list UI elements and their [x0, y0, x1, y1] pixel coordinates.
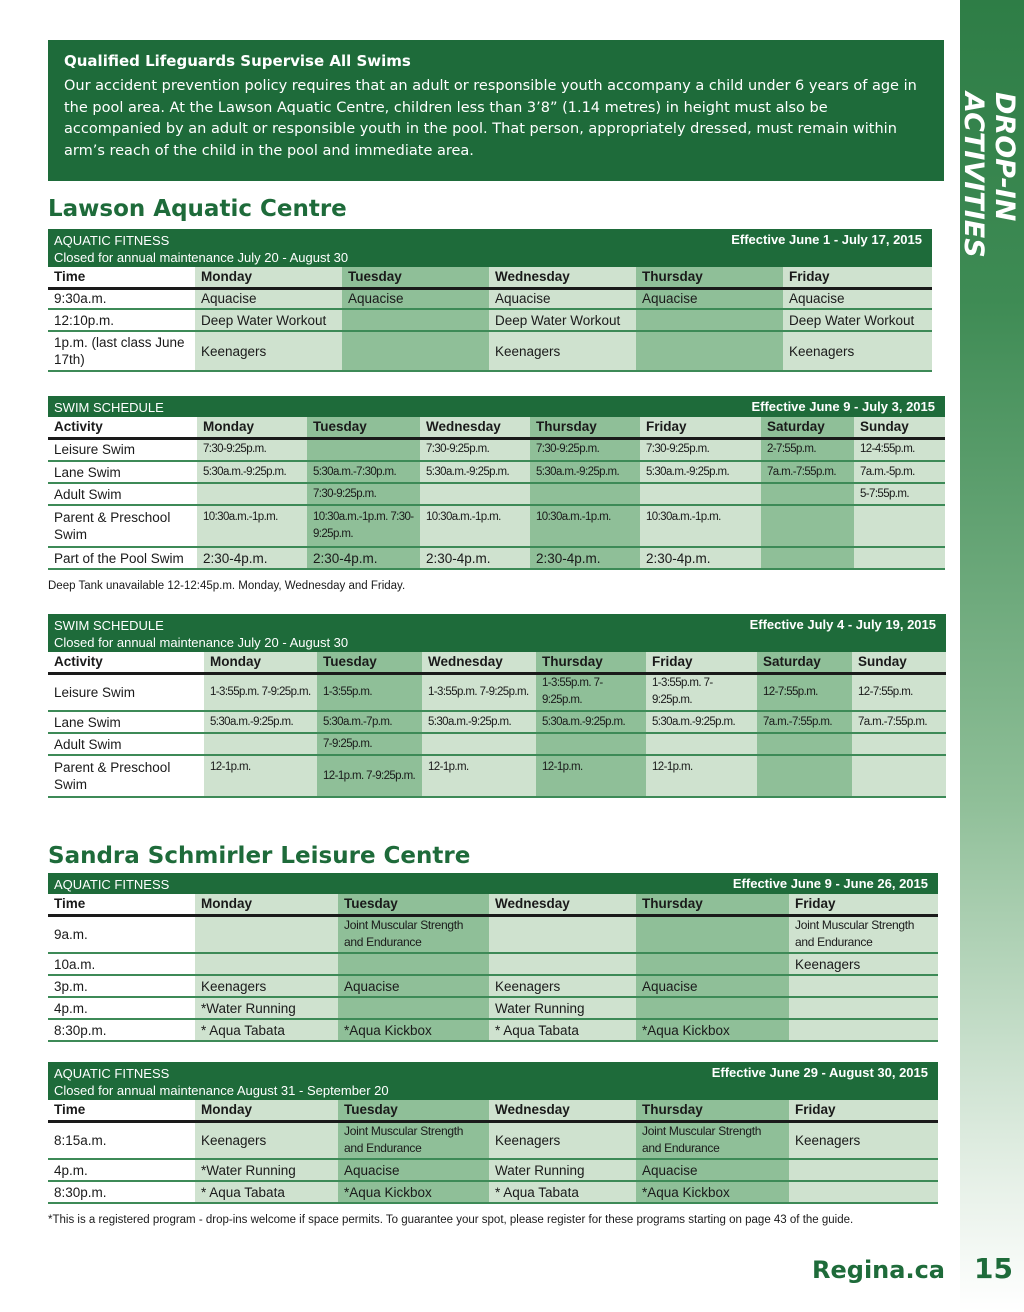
lawson-swim-schedule-july: [48, 614, 946, 798]
cell: 10:30a.m.-1p.m.: [420, 505, 530, 547]
cell: 1-3:55p.m. 7-9:25p.m.: [422, 673, 536, 711]
cell: 8:30p.m.: [48, 1181, 195, 1203]
cell: 5-7:55p.m.: [854, 483, 945, 505]
cell: 12-7:55p.m.: [852, 673, 946, 711]
cell: [636, 331, 783, 371]
col-header: Monday: [195, 894, 338, 915]
cell: [489, 953, 636, 975]
col-header: Friday: [789, 1100, 938, 1121]
cell: [489, 915, 636, 953]
col-header: Activity: [48, 417, 197, 438]
cell: 7-9:25p.m.: [317, 733, 422, 755]
col-header: Tuesday: [317, 652, 422, 673]
schedule-effective: Effective June 9 - June 26, 2015: [732, 876, 928, 891]
cell: 8:30p.m.: [48, 1019, 195, 1041]
cell: *Aqua Kickbox: [338, 1019, 489, 1041]
schedule-heading: SWIM SCHEDULE: [54, 618, 164, 633]
col-header: Wednesday: [489, 267, 636, 288]
cell: Adult Swim: [48, 733, 204, 755]
cell: 10:30a.m.-1p.m.: [640, 505, 761, 547]
schedule-header: [48, 396, 945, 417]
table-row: [48, 438, 945, 461]
col-header: Friday: [646, 652, 757, 673]
cell: 7a.m.-7:55p.m.: [761, 461, 854, 483]
cell: [789, 997, 938, 1019]
col-header: Friday: [783, 267, 932, 288]
cell: 5:30a.m.-9:25p.m.: [197, 461, 307, 483]
cell: [536, 733, 646, 755]
col-header: Saturday: [757, 652, 852, 673]
cell: 5:30a.m.-9:25p.m.: [646, 711, 757, 733]
cell: 7a.m.-7:55p.m.: [852, 711, 946, 733]
cell: 2:30-4p.m.: [420, 547, 530, 569]
cell: [789, 1019, 938, 1041]
notice-title: Qualified Lifeguards Supervise All Swims: [64, 52, 411, 70]
cell: [636, 953, 789, 975]
cell: Parent & Preschool Swim: [48, 505, 197, 547]
col-header: Saturday: [761, 417, 854, 438]
cell: Keenagers: [489, 1121, 636, 1159]
table-row: [48, 997, 938, 1019]
cell: 1-3:55p.m. 7-9:25p.m.: [204, 673, 317, 711]
cell: Keenagers: [195, 331, 342, 371]
cell: 9:30a.m.: [48, 288, 195, 309]
cell: [307, 438, 420, 461]
table-row: [48, 1159, 938, 1181]
sandra-fitness-schedule-summer: [48, 1062, 938, 1204]
deep-tank-note: Deep Tank unavailable 12-12:45p.m. Monday, Wednesday and Friday.: [48, 580, 406, 592]
col-header: Tuesday: [338, 894, 489, 915]
schedule-effective: Effective June 29 - August 30, 2015: [711, 1065, 928, 1080]
sandra-title: Sandra Schmirler Leisure Centre: [48, 843, 471, 869]
col-header: Wednesday: [489, 894, 636, 915]
cell: 9a.m.: [48, 915, 195, 953]
cell: Aquacise: [338, 1159, 489, 1181]
cell: 7a.m.-5p.m.: [854, 461, 945, 483]
cell: Aquacise: [342, 288, 489, 309]
cell: Keenagers: [789, 1121, 938, 1159]
cell: 5:30a.m.-9:25p.m.: [530, 461, 640, 483]
section-side-title: DROP-IN ACTIVITIES: [958, 92, 1020, 258]
cell: Leisure Swim: [48, 673, 204, 711]
schedule-heading: AQUATIC FITNESS: [54, 877, 170, 892]
lawson-fitness-table: [48, 267, 932, 372]
cell: 7:30-9:25p.m.: [420, 438, 530, 461]
col-header: Thursday: [636, 894, 789, 915]
cell: [854, 505, 945, 547]
cell: 10:30a.m.-1p.m.: [530, 505, 640, 547]
site-url: Regina.ca: [812, 1256, 945, 1284]
cell: Keenagers: [789, 953, 938, 975]
schedule-header: [48, 873, 938, 894]
cell: 1-3:55p.m. 7-9:25p.m.: [536, 673, 646, 711]
cell: 10:30a.m.-1p.m. 7:30-9:25p.m.: [307, 505, 420, 547]
cell: [422, 733, 536, 755]
cell: 4p.m.: [48, 1159, 195, 1181]
table-row: [48, 483, 945, 505]
cell: Aquacise: [338, 975, 489, 997]
cell: 7:30-9:25p.m.: [640, 438, 761, 461]
cell: [342, 309, 489, 331]
notice-body: Our accident prevention policy requires that an adult or responsible youth accompany a child under 6 years of age in the pool area. At the Lawson Aquatic Centre, children less than 3’8” (1.14 metres) in height must also be accompanied by an adult or responsible youth in the pool. That person, appropriately dressed, must remain within arm’s reach of the child in the pool and immediate area.: [64, 78, 917, 159]
cell: [789, 1181, 938, 1203]
cell: Joint Muscular Strength and Endurance: [338, 1121, 489, 1159]
cell: 10a.m.: [48, 953, 195, 975]
cell: 2-7:55p.m.: [761, 438, 854, 461]
cell: Joint Muscular Strength and Endurance: [636, 1121, 789, 1159]
cell: Lane Swim: [48, 711, 204, 733]
cell: [757, 755, 852, 797]
cell: [757, 733, 852, 755]
page-number: 15: [974, 1252, 1013, 1285]
cell: Joint Muscular Strength and Endurance: [789, 915, 938, 953]
sandra-fitness-schedule-june: [48, 873, 938, 1042]
cell: 3p.m.: [48, 975, 195, 997]
cell: 12-1p.m.: [204, 755, 317, 797]
cell: * Aqua Tabata: [195, 1181, 338, 1203]
schedule-closure: Closed for annual maintenance August 31 - September 20: [54, 1083, 389, 1098]
table-row: [48, 755, 946, 797]
cell: * Aqua Tabata: [489, 1181, 636, 1203]
cell: 2:30-4p.m.: [197, 547, 307, 569]
cell: 7:30-9:25p.m.: [530, 438, 640, 461]
cell: [789, 975, 938, 997]
table-row: [48, 711, 946, 733]
col-header: Monday: [204, 652, 317, 673]
schedule-heading: AQUATIC FITNESS: [54, 1066, 170, 1081]
table-row: [48, 288, 932, 309]
schedule-effective: Effective June 9 - July 3, 2015: [751, 399, 935, 414]
cell: 5:30a.m.-9:25p.m.: [536, 711, 646, 733]
cell: [420, 483, 530, 505]
schedule-header: [48, 1062, 938, 1100]
schedule-heading: AQUATIC FITNESS: [54, 233, 170, 248]
col-header: Wednesday: [489, 1100, 636, 1121]
table-row: [48, 461, 945, 483]
lawson-title: Lawson Aquatic Centre: [48, 196, 347, 222]
cell: Water Running: [489, 1159, 636, 1181]
cell: 7:30-9:25p.m.: [197, 438, 307, 461]
cell: [761, 483, 854, 505]
cell: 12-1p.m.: [646, 755, 757, 797]
cell: 7:30-9:25p.m.: [307, 483, 420, 505]
cell: Aquacise: [195, 288, 342, 309]
schedule-effective: Effective July 4 - July 19, 2015: [749, 617, 936, 632]
table-row: [48, 915, 938, 953]
cell: 5:30a.m.-9:25p.m.: [420, 461, 530, 483]
cell: * Aqua Tabata: [489, 1019, 636, 1041]
lawson-fitness-schedule: [48, 229, 932, 372]
cell: *Water Running: [195, 1159, 338, 1181]
cell: [204, 733, 317, 755]
cell: [636, 915, 789, 953]
cell: Deep Water Workout: [783, 309, 932, 331]
cell: [761, 547, 854, 569]
cell: Deep Water Workout: [195, 309, 342, 331]
table-row: [48, 673, 946, 711]
cell: Lane Swim: [48, 461, 197, 483]
schedule-effective: Effective June 1 - July 17, 2015: [731, 232, 922, 247]
lawson-swim-table-june: [48, 417, 945, 570]
col-header: Wednesday: [422, 652, 536, 673]
col-header: Wednesday: [420, 417, 530, 438]
cell: [342, 331, 489, 371]
cell: Keenagers: [489, 331, 636, 371]
cell: 5:30a.m.-9:25p.m.: [640, 461, 761, 483]
cell: Parent & Preschool Swim: [48, 755, 204, 797]
col-header: Time: [48, 267, 195, 288]
cell: Part of the Pool Swim: [48, 547, 197, 569]
table-row: [48, 505, 945, 547]
cell: Adult Swim: [48, 483, 197, 505]
col-header: Friday: [640, 417, 761, 438]
col-header: Monday: [197, 417, 307, 438]
col-header: Tuesday: [307, 417, 420, 438]
cell: 10:30a.m.-1p.m.: [197, 505, 307, 547]
registration-footnote: *This is a registered program - drop-ins welcome if space permits. To guarantee your spot, please register for these programs starting on page 43 of the guide.: [48, 1214, 854, 1226]
col-header: Sunday: [852, 652, 946, 673]
cell: [852, 755, 946, 797]
cell: [530, 483, 640, 505]
cell: *Aqua Kickbox: [338, 1181, 489, 1203]
lawson-swim-schedule-june: [48, 396, 945, 570]
cell: 12-1p.m.: [422, 755, 536, 797]
cell: [646, 733, 757, 755]
cell: [761, 505, 854, 547]
cell: *Water Running: [195, 997, 338, 1019]
col-header: Time: [48, 1100, 195, 1121]
table-row: [48, 1121, 938, 1159]
cell: 5:30a.m.-9:25p.m.: [422, 711, 536, 733]
cell: 12-7:55p.m.: [757, 673, 852, 711]
cell: 1p.m. (last class June 17th): [48, 331, 195, 371]
cell: [195, 915, 338, 953]
cell: 1-3:55p.m.: [317, 673, 422, 711]
cell: *Aqua Kickbox: [636, 1019, 789, 1041]
col-header: Friday: [789, 894, 938, 915]
col-header: Time: [48, 894, 195, 915]
cell: [195, 953, 338, 975]
cell: Water Running: [489, 997, 636, 1019]
cell: 5:30a.m.-9:25p.m.: [204, 711, 317, 733]
cell: *Aqua Kickbox: [636, 1181, 789, 1203]
table-row: [48, 309, 932, 331]
cell: Deep Water Workout: [489, 309, 636, 331]
cell: 1-3:55p.m. 7-9:25p.m.: [646, 673, 757, 711]
cell: 5:30a.m.-7:30p.m.: [307, 461, 420, 483]
cell: 7a.m.-7:55p.m.: [757, 711, 852, 733]
cell: Leisure Swim: [48, 438, 197, 461]
cell: [640, 483, 761, 505]
col-header: Sunday: [854, 417, 945, 438]
sandra-fitness-table-summer: [48, 1100, 938, 1204]
cell: * Aqua Tabata: [195, 1019, 338, 1041]
cell: 2:30-4p.m.: [307, 547, 420, 569]
cell: Keenagers: [783, 331, 932, 371]
cell: 12-4:55p.m.: [854, 438, 945, 461]
cell: 12-1p.m. 7-9:25p.m.: [317, 755, 422, 797]
schedule-header: [48, 614, 946, 652]
cell: 4p.m.: [48, 997, 195, 1019]
table-row: [48, 733, 946, 755]
cell: Aquacise: [783, 288, 932, 309]
cell: [338, 997, 489, 1019]
cell: 12-1p.m.: [536, 755, 646, 797]
cell: 2:30-4p.m.: [640, 547, 761, 569]
cell: [197, 483, 307, 505]
cell: [789, 1159, 938, 1181]
cell: Joint Muscular Strength and Endurance: [338, 915, 489, 953]
cell: Aquacise: [489, 288, 636, 309]
schedule-closure: Closed for annual maintenance July 20 - August 30: [54, 250, 349, 265]
sandra-fitness-table-june: [48, 894, 938, 1042]
cell: Aquacise: [636, 1159, 789, 1181]
col-header: Thursday: [536, 652, 646, 673]
col-header: Tuesday: [338, 1100, 489, 1121]
cell: [636, 997, 789, 1019]
schedule-closure: Closed for annual maintenance July 20 - August 30: [54, 635, 349, 650]
cell: [852, 733, 946, 755]
lifeguard-notice: [48, 40, 944, 181]
table-row: [48, 1181, 938, 1203]
cell: 8:15a.m.: [48, 1121, 195, 1159]
lawson-swim-table-july: [48, 652, 946, 798]
table-row: [48, 331, 932, 371]
col-header: Thursday: [530, 417, 640, 438]
col-header: Tuesday: [342, 267, 489, 288]
cell: Keenagers: [195, 1121, 338, 1159]
cell: [338, 953, 489, 975]
cell: 2:30-4p.m.: [530, 547, 640, 569]
cell: 12:10p.m.: [48, 309, 195, 331]
cell: Aquacise: [636, 288, 783, 309]
col-header: Monday: [195, 1100, 338, 1121]
table-row: [48, 1019, 938, 1041]
schedule-header: [48, 229, 932, 267]
cell: Keenagers: [489, 975, 636, 997]
cell: 5:30a.m.-7p.m.: [317, 711, 422, 733]
col-header: Monday: [195, 267, 342, 288]
cell: Aquacise: [636, 975, 789, 997]
cell: [636, 309, 783, 331]
table-row: [48, 547, 945, 569]
table-row: [48, 975, 938, 997]
cell: [854, 547, 945, 569]
schedule-heading: SWIM SCHEDULE: [54, 400, 164, 415]
col-header: Activity: [48, 652, 204, 673]
col-header: Thursday: [636, 1100, 789, 1121]
col-header: Thursday: [636, 267, 783, 288]
cell: Keenagers: [195, 975, 338, 997]
table-row: [48, 953, 938, 975]
